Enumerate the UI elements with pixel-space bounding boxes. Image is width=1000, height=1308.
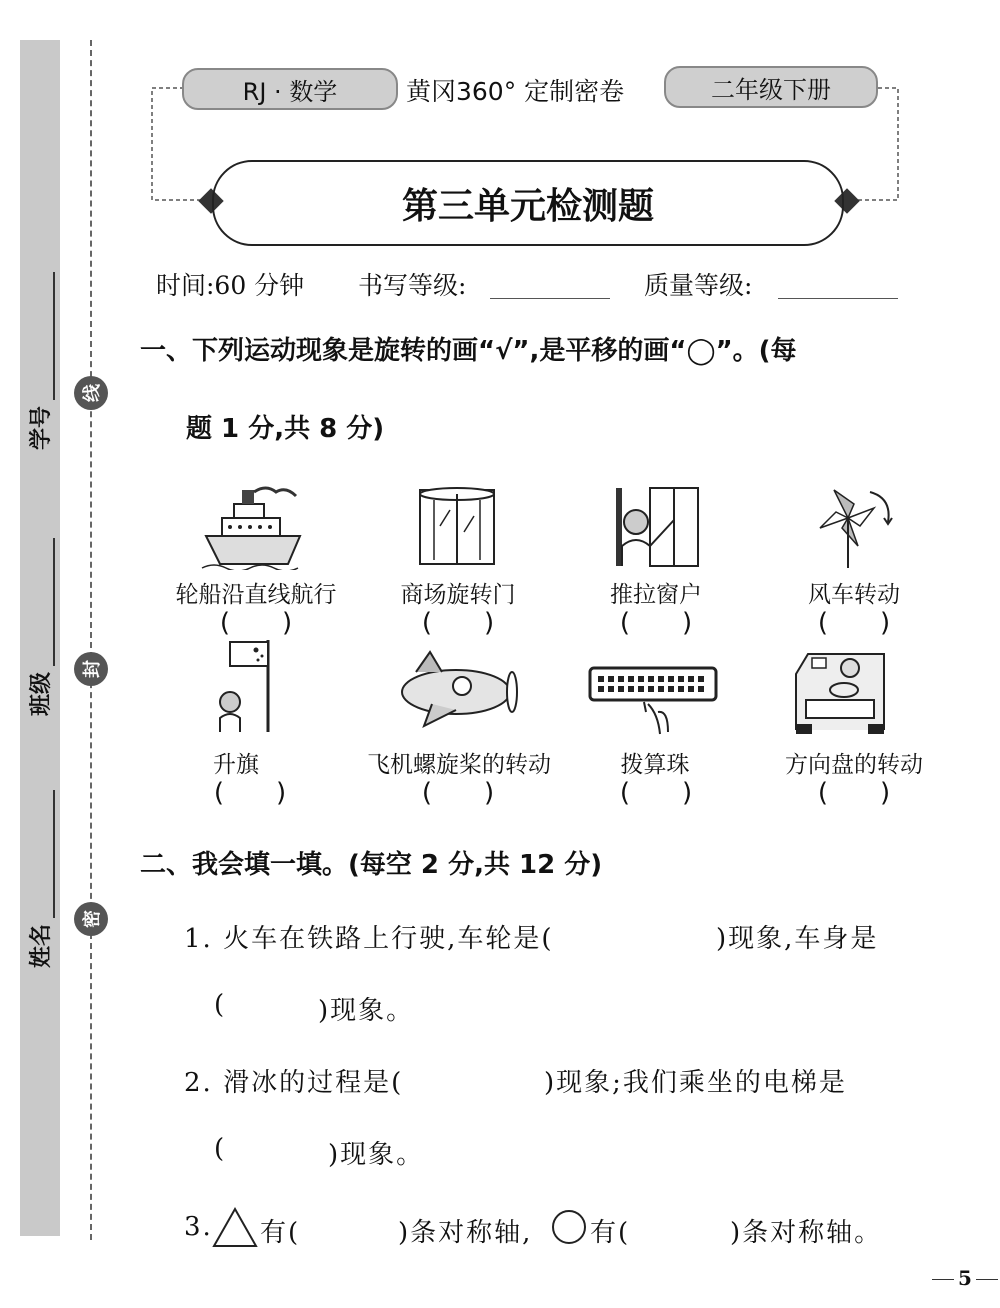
- name-label: 姓名: [29, 923, 54, 968]
- student-id-field: [24, 272, 55, 450]
- binding-mark-seal: 封: [74, 652, 108, 686]
- question-3-number: 3.: [184, 1212, 213, 1242]
- name-blank[interactable]: [29, 790, 55, 918]
- grade-tag: 二年级下册: [664, 66, 878, 108]
- page-title: 第三单元检测题: [212, 160, 844, 246]
- question-3-blank-2[interactable]: [630, 1214, 726, 1244]
- question-2-blank-2[interactable]: [232, 1138, 324, 1168]
- cut-line: [90, 40, 92, 1240]
- question-2-part-d: )现象。: [328, 1140, 425, 1170]
- time-limit: 时间:60 分钟: [156, 271, 305, 300]
- page-number-rule-right: [976, 1279, 998, 1280]
- name-field: [24, 790, 55, 968]
- subject-tag: RJ · 数学: [182, 68, 398, 110]
- question-1-blank-1[interactable]: [614, 922, 714, 952]
- airplane-propeller-icon: [396, 646, 522, 732]
- item-label-pinwheel: 风车转动: [808, 582, 900, 608]
- answer-blank-revolving-door[interactable]: ( ): [421, 608, 495, 638]
- quality-grade-label: 质量等级:: [644, 271, 753, 300]
- section2-title: 二、我会填一填。(每空 2 分,共 12 分): [140, 850, 603, 880]
- answer-blank-abacus[interactable]: ( ): [619, 778, 693, 808]
- question-1-part-b: )现象,车身是: [716, 924, 879, 954]
- question-2-blank-1[interactable]: [434, 1066, 540, 1096]
- answer-blank-pinwheel[interactable]: ( ): [817, 608, 891, 638]
- question-2-part-a: 2. 滑冰的过程是(: [184, 1068, 404, 1098]
- revolving-door-icon: [416, 486, 498, 568]
- answer-blank-airplane-propeller[interactable]: ( ): [421, 778, 495, 808]
- student-id-blank[interactable]: [29, 272, 55, 400]
- class-blank[interactable]: [29, 538, 55, 666]
- answer-blank-ship[interactable]: ( ): [219, 608, 293, 638]
- writing-grade-blank[interactable]: [490, 298, 610, 299]
- question-2-part-b: )现象;我们乘坐的电梯是: [544, 1068, 847, 1098]
- question-1-part-a: 1. 火车在铁路上行驶,车轮是(: [184, 924, 554, 954]
- flag-raising-icon: [210, 636, 280, 736]
- answer-blank-sliding-window[interactable]: ( ): [619, 608, 693, 638]
- page-number: 5: [958, 1266, 972, 1290]
- item-label-ship: 轮船沿直线航行: [175, 582, 337, 608]
- question-3-blank-1[interactable]: [300, 1214, 396, 1244]
- question-1-part-c: (: [214, 990, 227, 1020]
- question-1-part-d: )现象。: [318, 996, 415, 1026]
- class-field: [24, 538, 55, 716]
- question-1-blank-2[interactable]: [232, 994, 318, 1024]
- student-id-label: 学号: [29, 405, 54, 450]
- section1-title-cont: 题 1 分,共 8 分): [186, 414, 385, 444]
- quality-grade-blank[interactable]: [778, 298, 898, 299]
- item-label-sliding-window: 推拉窗户: [610, 582, 702, 608]
- class-label: 班级: [29, 671, 54, 716]
- question-3-part-d: 有(: [590, 1218, 631, 1248]
- item-label-steering-wheel: 方向盘的转动: [785, 752, 923, 778]
- answer-blank-flag[interactable]: ( ): [213, 778, 287, 808]
- triangle-icon: [212, 1206, 258, 1248]
- answer-blank-steering-wheel[interactable]: ( ): [817, 778, 891, 808]
- item-label-airplane-propeller: 飞机螺旋桨的转动: [367, 752, 551, 778]
- question-2-part-c: (: [214, 1134, 227, 1164]
- writing-grade-label: 书写等级:: [358, 271, 467, 300]
- ship-icon: [200, 484, 306, 570]
- item-label-revolving-door: 商场旋转门: [400, 582, 516, 608]
- item-label-flag: 升旗: [213, 752, 259, 778]
- section1-title: 一、下列运动现象是旋转的画“√”,是平移的画“◯”。(每: [140, 336, 797, 366]
- steering-wheel-icon: [788, 644, 892, 736]
- question-3-part-e: )条对称轴。: [730, 1218, 883, 1248]
- question-3-part-b: 有(: [260, 1218, 301, 1248]
- circle-icon: [550, 1208, 588, 1246]
- abacus-icon: [588, 664, 718, 738]
- binding-mark-secret: 密: [74, 902, 108, 936]
- sliding-window-icon: [610, 484, 702, 570]
- binding-mark-line: 线: [74, 376, 108, 410]
- series-title: 黄冈360° 定制密卷: [406, 77, 625, 106]
- page-number-rule-left: [932, 1279, 954, 1280]
- pinwheel-icon: [814, 486, 900, 570]
- item-label-abacus: 拨算珠: [620, 752, 690, 778]
- question-3-part-c: )条对称轴,: [398, 1218, 533, 1248]
